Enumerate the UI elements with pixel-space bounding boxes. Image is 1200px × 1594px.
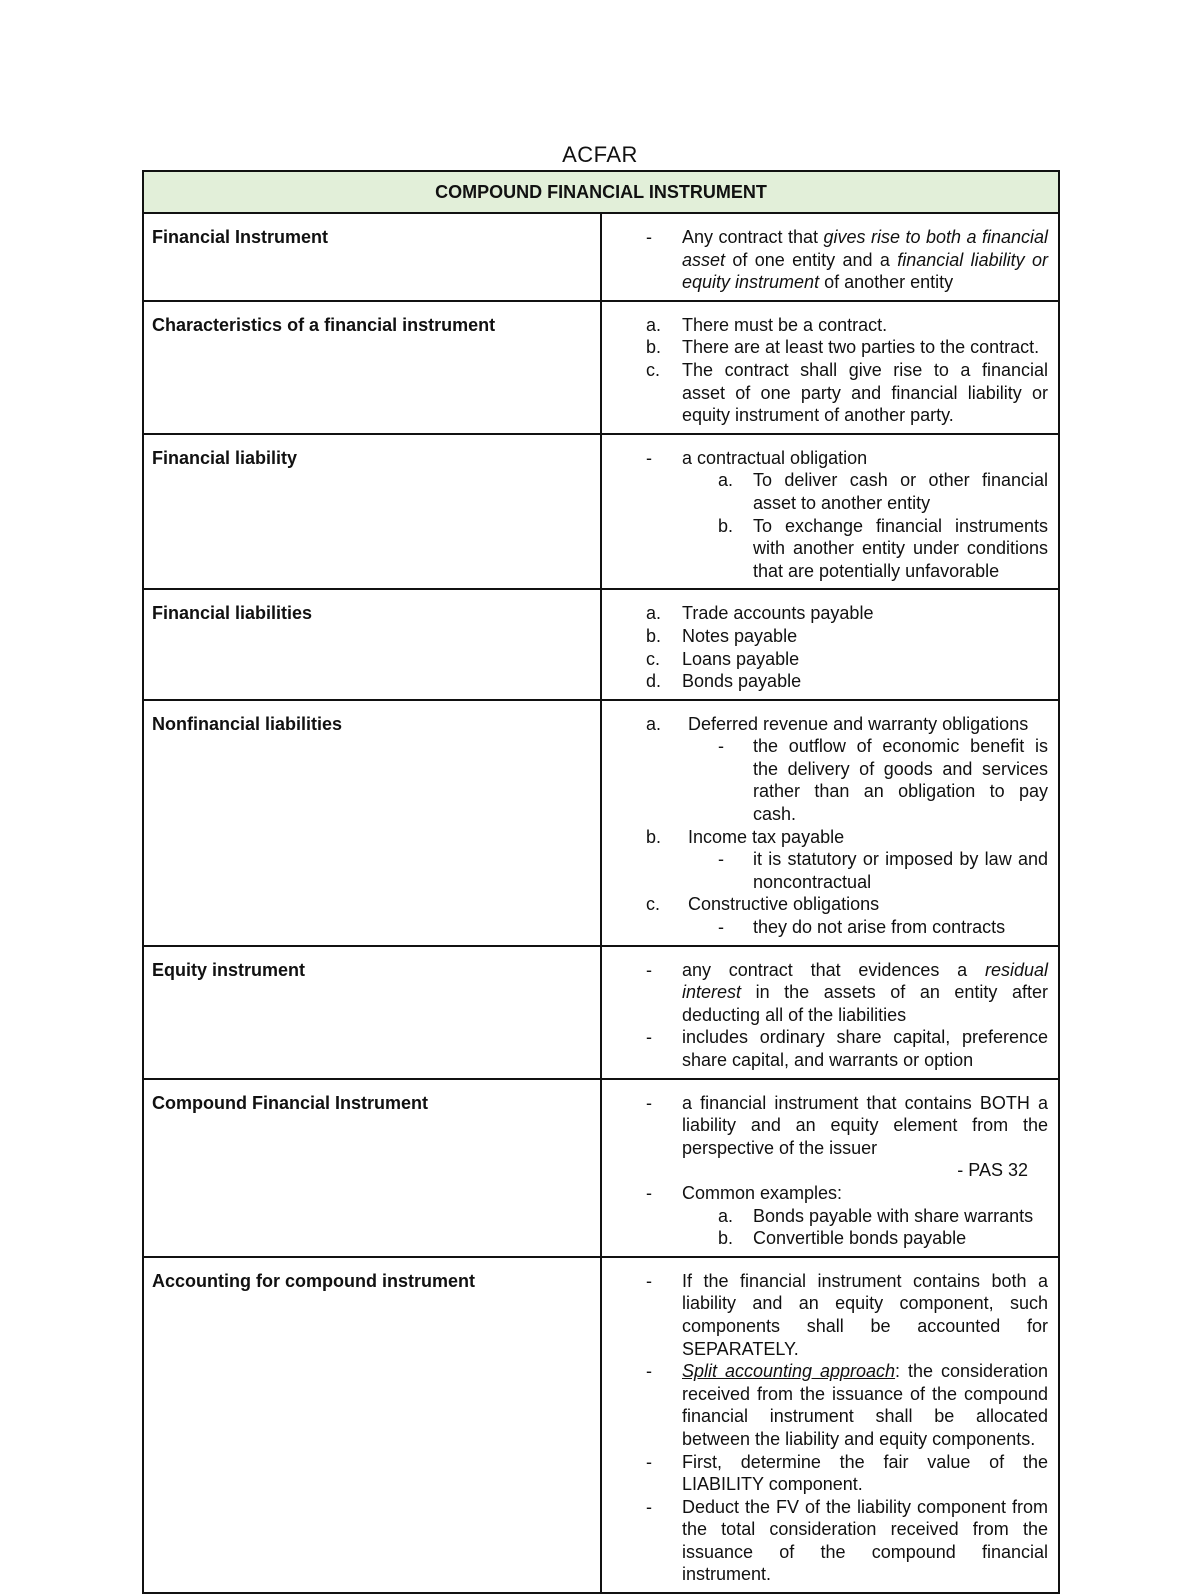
list-item xyxy=(602,359,1048,427)
list-text: To exchange financial instruments with another entity under conditions that are potentially unfavorable xyxy=(753,515,1048,581)
list-item xyxy=(602,826,1048,849)
list-text: Constructive obligations xyxy=(688,894,880,915)
list-text: Bonds payable with share warrants xyxy=(753,1205,1034,1226)
list-item xyxy=(602,1092,1048,1160)
term-cell: Financial Instrument xyxy=(143,213,601,301)
table-row xyxy=(143,434,1059,590)
list-item xyxy=(602,959,1048,1027)
term-cell: Equity instrument xyxy=(143,946,601,1079)
table-row xyxy=(143,1079,1059,1257)
list-item xyxy=(602,1205,1048,1228)
list-item xyxy=(602,848,1048,893)
term-cell: Characteristics of a financial instrument xyxy=(143,301,601,434)
list-item xyxy=(602,670,1048,693)
list-text: any contract that evidences a residual interest in the assets of an entity after deducting all of the liabilities xyxy=(682,959,1048,1025)
term-cell: Financial liability xyxy=(143,434,601,590)
page-title: ACFAR xyxy=(562,142,638,167)
list-marker: c. xyxy=(646,359,661,380)
list-text: Split accounting approach: the consideration received from the issuance of the compound financial instrument shall be allocated between the liability and equity components. xyxy=(682,1361,1049,1449)
table-row xyxy=(143,1257,1059,1593)
list-text: Notes payable xyxy=(682,625,798,646)
list-marker: - xyxy=(646,1182,652,1203)
list-item xyxy=(602,226,1048,294)
list-text: Loans payable xyxy=(682,648,800,669)
list-item xyxy=(602,469,1048,514)
source-citation: - PAS 32 xyxy=(957,1160,1028,1181)
list-marker: - xyxy=(646,447,652,468)
list-item xyxy=(602,625,1048,648)
list-item xyxy=(602,1182,1048,1205)
list-marker: a. xyxy=(718,470,734,491)
definition-cell xyxy=(601,589,1059,699)
list-item xyxy=(602,1360,1048,1450)
term-cell: Nonfinancial liabilities xyxy=(143,700,601,946)
list-item xyxy=(602,1496,1048,1586)
table-header-row xyxy=(143,171,1059,213)
list-text: a financial instrument that contains BOTH a liability and an equity element from the perspective of the issuer xyxy=(682,1092,1048,1158)
list-item xyxy=(602,336,1048,359)
list-marker: c. xyxy=(646,648,661,669)
list-marker: - xyxy=(646,1092,652,1113)
table-row xyxy=(143,213,1059,301)
list-item xyxy=(602,447,1048,470)
list-marker: b. xyxy=(646,826,662,847)
list-marker: a. xyxy=(646,603,662,624)
list-item xyxy=(602,713,1048,736)
table-row xyxy=(143,589,1059,699)
term-cell: Financial liabilities xyxy=(143,589,601,699)
term-cell: Compound Financial Instrument xyxy=(143,1079,601,1257)
term-cell: Accounting for compound instrument xyxy=(143,1257,601,1593)
list-text: a contractual obligation xyxy=(682,447,868,468)
list-marker: a. xyxy=(718,1205,734,1226)
definition-cell xyxy=(601,434,1059,590)
definition-cell xyxy=(601,946,1059,1079)
list-marker: - xyxy=(718,917,724,938)
list-text: it is statutory or imposed by law and noncontractual xyxy=(753,849,1048,892)
list-item xyxy=(602,893,1048,916)
list-marker: b. xyxy=(646,337,662,358)
list-text: they do not arise from contracts xyxy=(753,917,1006,938)
list-text: includes ordinary share capital, preference share capital, and warrants or option xyxy=(682,1027,1048,1070)
list-text: Convertible bonds payable xyxy=(753,1228,967,1249)
list-item xyxy=(602,314,1048,337)
list-marker: c. xyxy=(646,894,661,915)
list-text: If the financial instrument contains both a liability and an equity component, such components shall be accounted for SEPARATELY. xyxy=(682,1270,1048,1359)
list-marker: d. xyxy=(646,671,662,692)
table-header: COMPOUND FINANCIAL INSTRUMENT xyxy=(143,171,1059,213)
list-marker: - xyxy=(646,1496,652,1517)
table-row xyxy=(143,700,1059,946)
list-marker: - xyxy=(718,736,724,757)
list-marker: - xyxy=(646,1270,652,1291)
list-text: Deduct the FV of the liability component from the total consideration received from the issuance of the compound financial instrument. xyxy=(682,1496,1048,1585)
list-item xyxy=(602,648,1048,671)
list-marker: - xyxy=(718,849,724,870)
list-item xyxy=(602,735,1048,825)
list-item xyxy=(602,602,1048,625)
table-row xyxy=(143,301,1059,434)
list-item xyxy=(602,1026,1048,1071)
notes-table xyxy=(142,170,1060,1594)
definition-cell xyxy=(601,700,1059,946)
list-text: Common examples: xyxy=(682,1182,843,1203)
list-marker: - xyxy=(646,227,652,247)
list-text: First, determine the fair value of the LIABILITY component. xyxy=(682,1451,1048,1495)
list-marker: - xyxy=(646,1027,652,1048)
list-marker: b. xyxy=(718,515,734,536)
list-marker: - xyxy=(646,1451,652,1472)
list-marker: a. xyxy=(646,314,662,335)
list-text: Deferred revenue and warranty obligations xyxy=(688,713,1029,734)
list-marker: a. xyxy=(646,713,662,734)
list-text: Trade accounts payable xyxy=(682,603,874,624)
list-item xyxy=(602,515,1048,583)
list-text: the outflow of economic benefit is the delivery of goods and services rather than an obligation to pay cash. xyxy=(753,736,1048,825)
list-text: Bonds payable xyxy=(682,671,802,692)
list-item xyxy=(602,916,1048,939)
list-text: The contract shall give rise to a financial asset of one party and financial liability or equity instrument of another party. xyxy=(682,359,1048,426)
list-text: There are at least two parties to the contract. xyxy=(682,337,1040,358)
list-text: Income tax payable xyxy=(688,826,845,847)
list-marker: b. xyxy=(646,625,662,646)
definition-cell xyxy=(601,1079,1059,1257)
list-item xyxy=(602,1270,1048,1360)
definition-cell xyxy=(601,213,1059,301)
list-text: There must be a contract. xyxy=(682,314,888,335)
list-item xyxy=(602,1451,1048,1496)
list-text: Any contract that gives rise to both a financial asset of one entity and a financial liability or equity instrument of another entity xyxy=(682,227,1048,293)
list-item xyxy=(602,1227,1048,1250)
table-row xyxy=(143,946,1059,1079)
list-text: To deliver cash or other financial asset to another entity xyxy=(753,470,1048,513)
list-marker: - xyxy=(646,1361,652,1382)
list-marker: - xyxy=(646,959,652,980)
list-marker: b. xyxy=(718,1228,734,1249)
definition-cell xyxy=(601,301,1059,434)
definition-cell xyxy=(601,1257,1059,1593)
